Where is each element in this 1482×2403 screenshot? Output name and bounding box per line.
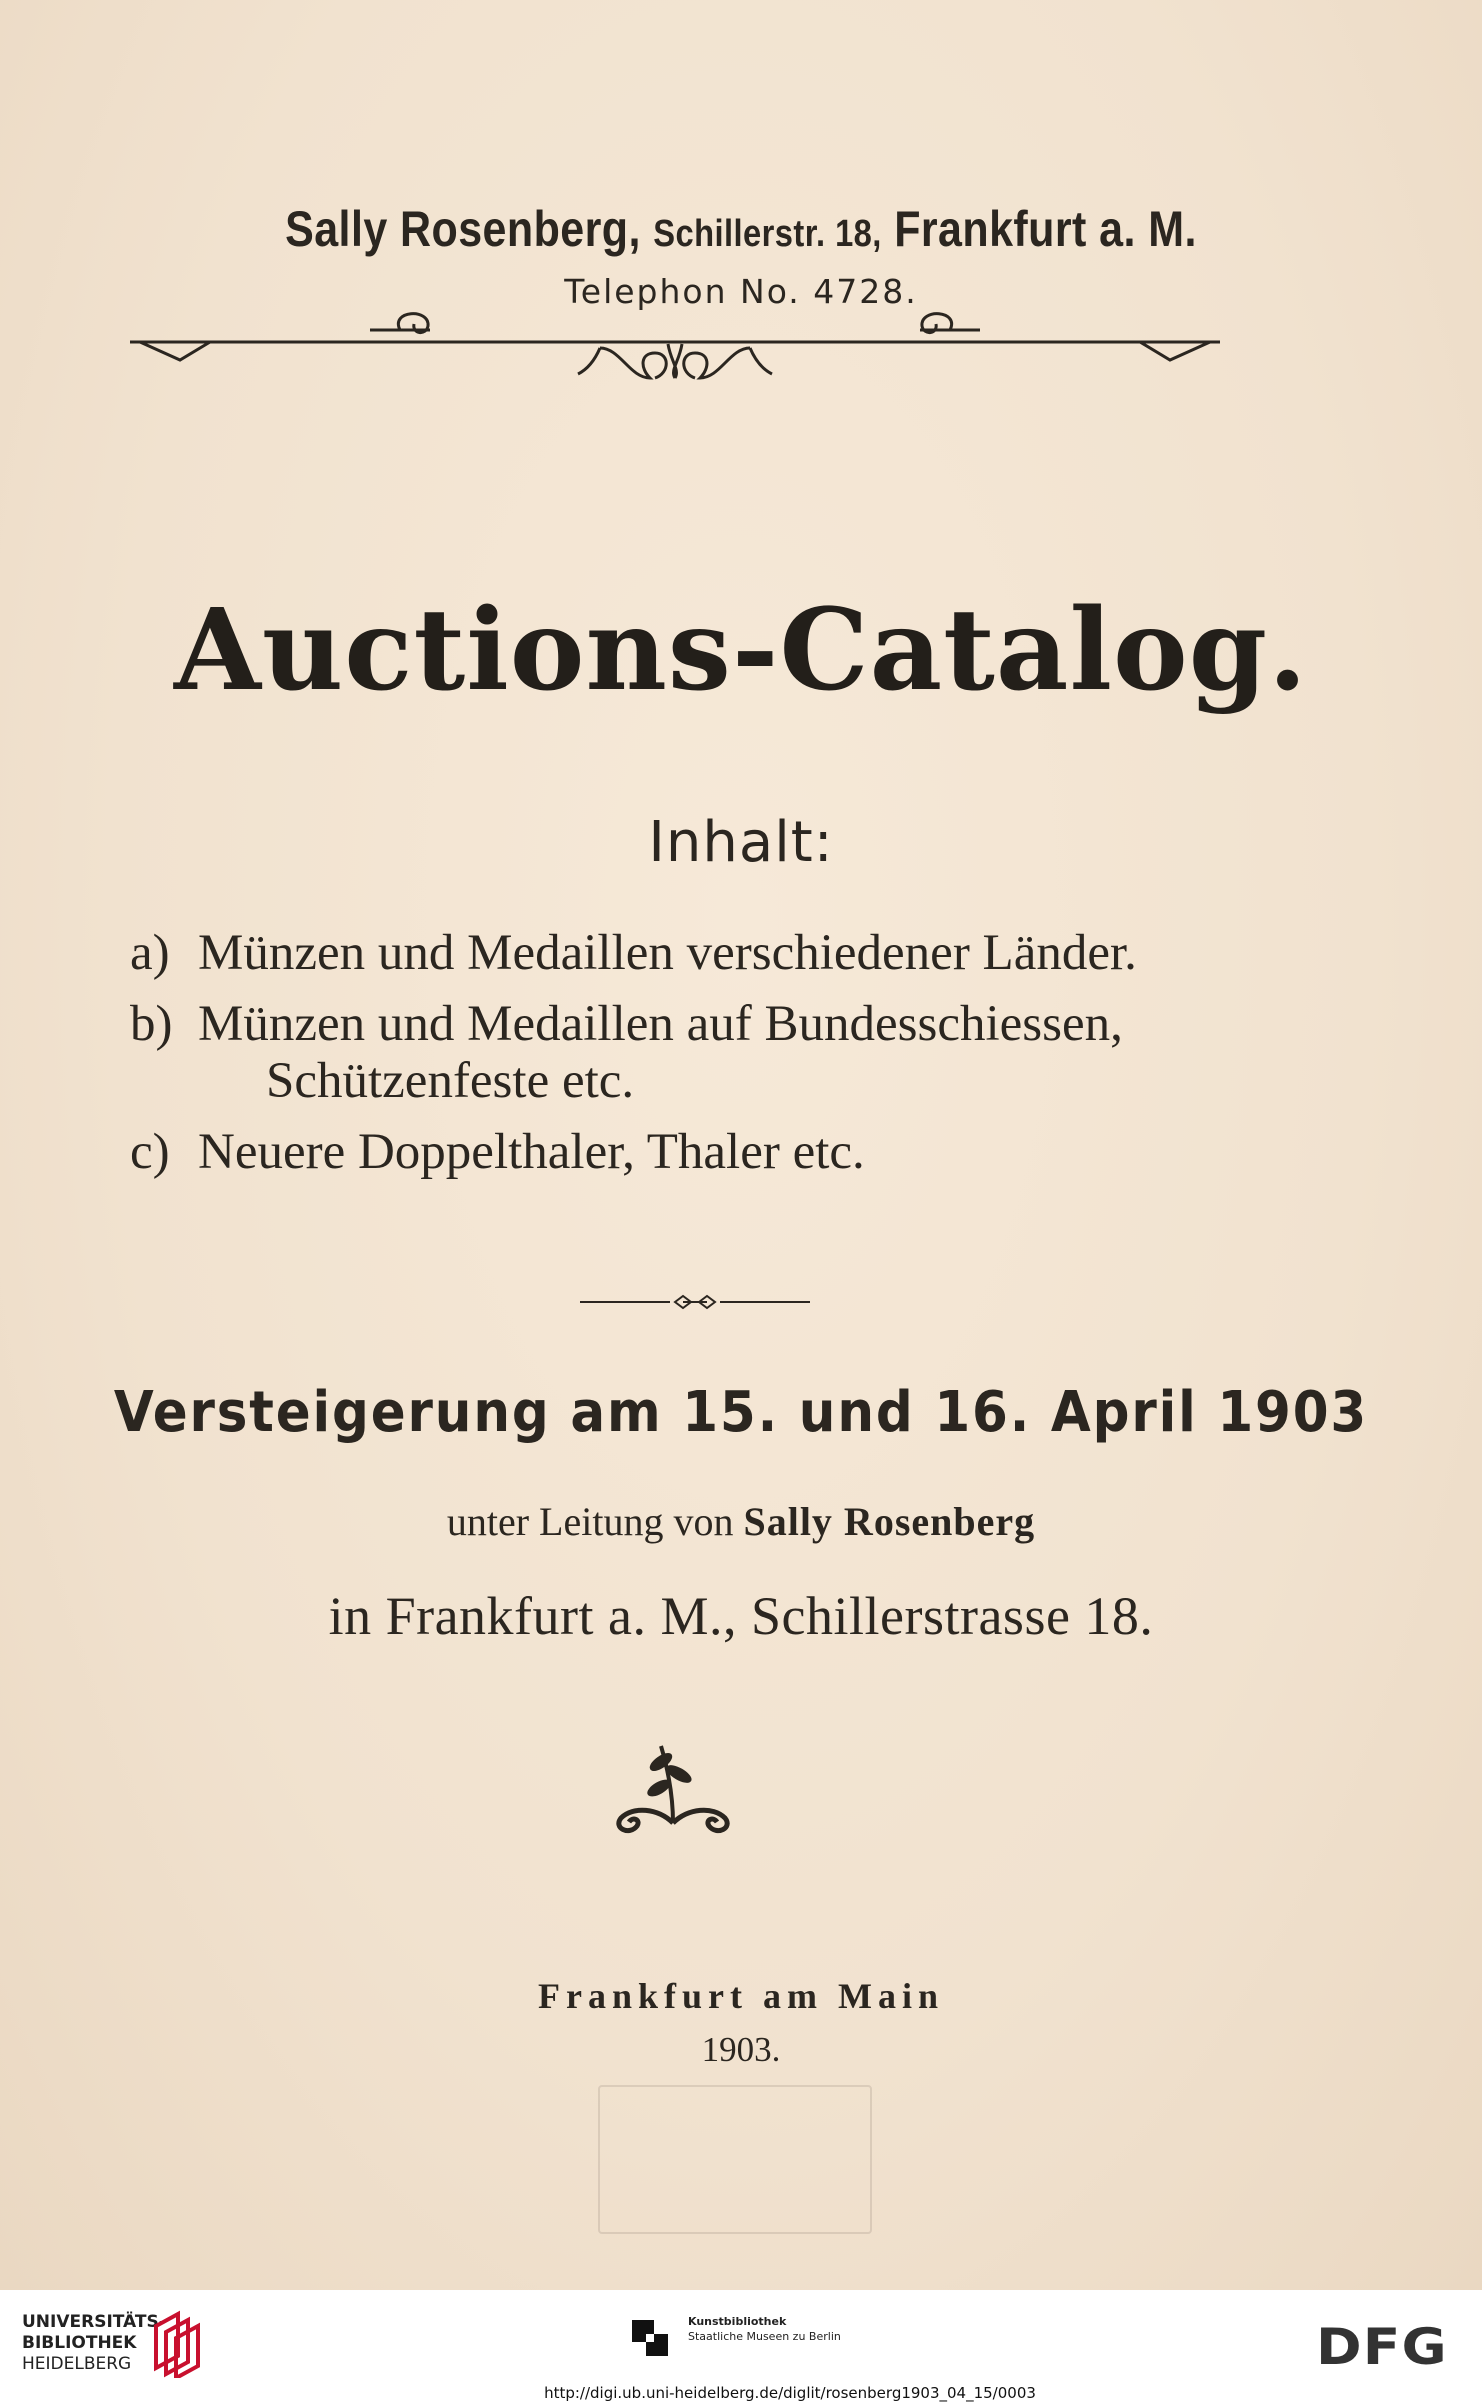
header-ornament-icon (130, 290, 1220, 410)
dealer-street: Schillerstr. 18, (653, 213, 882, 255)
direction-prefix: unter Leitung von (446, 1499, 734, 1544)
catalog-title: Auctions-Catalog. (173, 585, 1309, 716)
section-divider-icon (580, 1290, 810, 1314)
list-item-text: Münzen und Medaillen auf Bundesschiessen, (198, 996, 1123, 1053)
list-item-text: Neuere Doppelthaler, Thaler etc. (198, 1124, 865, 1181)
auction-direction (0, 1498, 1482, 1545)
library-line-1: UNIVERSITÄTS- (22, 2312, 166, 2332)
auction-date: Versteigerung am 15. und 16. April 1903 (113, 1380, 1369, 1445)
dealer-name: Sally Rosenberg, (285, 201, 641, 257)
list-item-text: Münzen und Medaillen verschiedener Länder. (198, 925, 1137, 981)
contents-list (130, 925, 1137, 1195)
list-item (130, 925, 1137, 982)
faded-library-stamp (598, 2085, 872, 2234)
dfg-logo[interactable]: DFG (1316, 2318, 1448, 2376)
list-item-letter: c) (130, 1124, 170, 1181)
heidelberg-library-logo[interactable] (22, 2312, 166, 2375)
telephone-line: Telephon No. 4728. (564, 272, 918, 311)
imprint-year: 1903. (701, 2030, 781, 2069)
auction-location: in Frankfurt a. M., Schillerstrasse 18. (328, 1586, 1154, 1646)
kb-line-2: Staatliche Museen zu Berlin (688, 2330, 841, 2343)
permalink-url[interactable]: http://digi.ub.uni-heidelberg.de/diglit/rosenberg1903_04_15/0003 (544, 2384, 1036, 2402)
kb-line-1: Kunstbibliothek (688, 2315, 787, 2328)
floral-ornament-icon (603, 1738, 743, 1838)
kunstbibliothek-logo-icon[interactable] (632, 2320, 676, 2360)
auctioneer-name: Sally Rosenberg (743, 1499, 1036, 1544)
library-line-2: BIBLIOTHEK (22, 2333, 137, 2353)
list-item-letter: b) (130, 996, 173, 1053)
list-item-letter: a) (130, 925, 170, 981)
library-line-3: HEIDELBERG (22, 2354, 132, 2374)
list-item (130, 996, 1137, 1110)
contents-heading: Inhalt: (648, 810, 834, 875)
kunstbibliothek-label (688, 2314, 841, 2344)
dealer-city: Frankfurt a. M. (894, 201, 1197, 257)
heidelberg-book-icon (148, 2308, 208, 2378)
imprint-city: Frankfurt am Main (538, 1976, 944, 2016)
list-item (130, 1124, 1137, 1181)
dealer-header (104, 200, 1379, 258)
list-item-continuation: Schützenfeste etc. (266, 1053, 635, 1110)
